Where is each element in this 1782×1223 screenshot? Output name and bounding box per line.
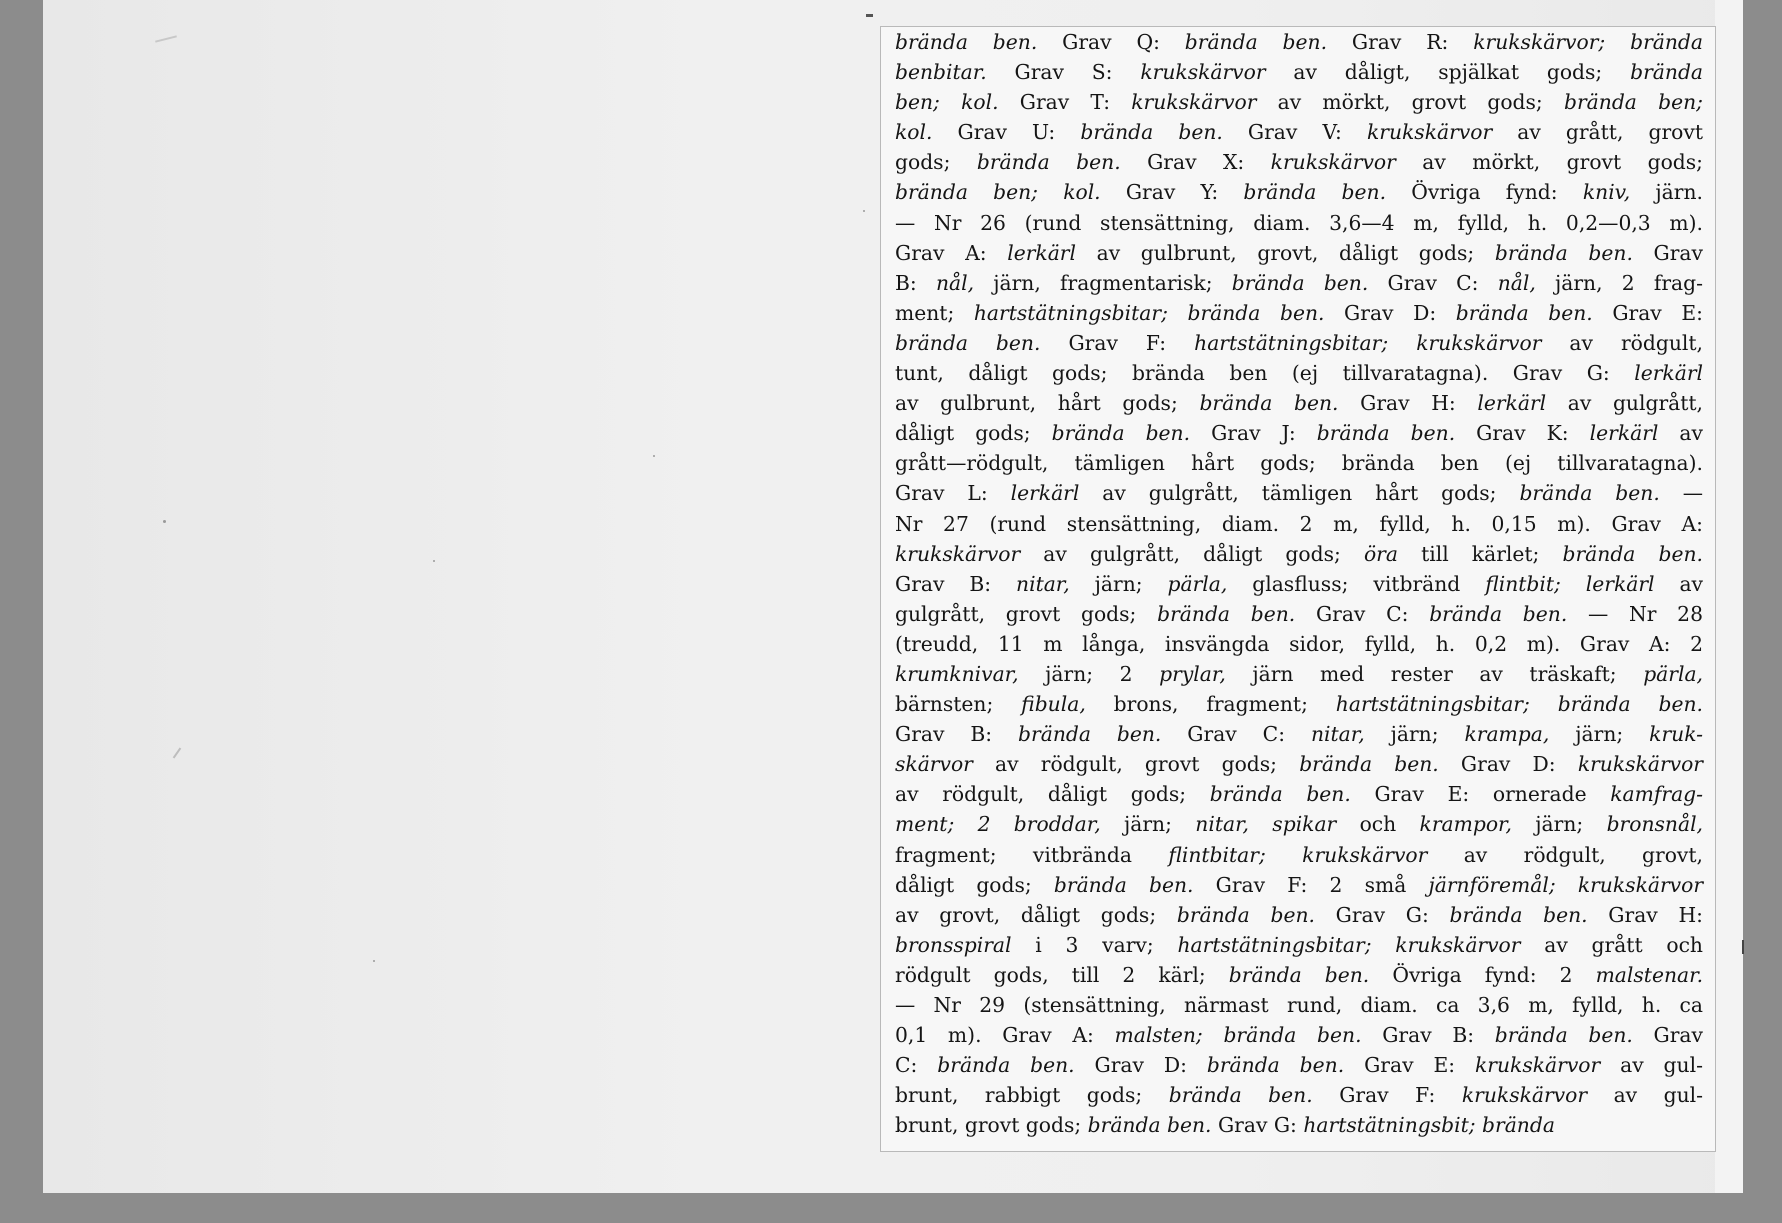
text-run: Grav Y: bbox=[1100, 180, 1244, 205]
text-run: Grav E: bbox=[1344, 1053, 1475, 1078]
italic-term: brända ben; bbox=[1563, 90, 1703, 115]
italic-term: brända ben. bbox=[1299, 752, 1439, 777]
text-run: av rödgult, grovt gods; bbox=[972, 752, 1300, 777]
text-run: järn; bbox=[1364, 722, 1465, 747]
italic-term: hartstätningsbit; brända bbox=[1303, 1113, 1555, 1138]
italic-term: krukskärvor bbox=[1131, 90, 1257, 115]
italic-term: hartstätningsbitar; krukskärvor bbox=[1177, 932, 1521, 957]
italic-term: lerkärl bbox=[1589, 421, 1659, 446]
text-line bbox=[895, 689, 1703, 719]
scan-mark bbox=[1742, 940, 1744, 954]
text-run: brons, fragment; bbox=[1085, 692, 1336, 717]
dust-speck bbox=[433, 560, 435, 562]
italic-term: krukskärvor bbox=[895, 541, 1021, 566]
italic-term: prylar, bbox=[1159, 661, 1226, 686]
italic-term: brända bbox=[1630, 60, 1704, 85]
italic-term: brända ben. bbox=[1206, 1053, 1345, 1078]
text-run: Grav F: 2 små bbox=[1193, 872, 1429, 897]
text-line bbox=[895, 719, 1703, 749]
text-run: av grovt, dåligt gods; bbox=[895, 902, 1177, 927]
text-run: av gulbrunt, hårt gods; bbox=[895, 391, 1200, 416]
text-line bbox=[895, 870, 1703, 900]
italic-term: brända ben; kol. bbox=[895, 180, 1101, 205]
text-line bbox=[895, 1050, 1703, 1080]
text-run: järn, fragmentarisk; bbox=[974, 270, 1232, 295]
text-line bbox=[895, 599, 1703, 629]
text-line bbox=[895, 900, 1703, 930]
italic-term: brända ben. bbox=[1494, 1023, 1633, 1048]
text-run: C: bbox=[895, 1053, 938, 1078]
text-run: brunt, rabbigt gods; bbox=[895, 1083, 1169, 1108]
text-line bbox=[895, 960, 1703, 990]
text-run: bärnsten; bbox=[895, 692, 1022, 717]
text-run: fragment; vitbrända bbox=[895, 842, 1169, 867]
italic-term: lerkärl bbox=[1007, 240, 1076, 265]
text-run: grått—rödgult, tämligen hårt gods; brända ben (ej tillvaratagna). bbox=[895, 451, 1703, 476]
text-run: Grav A: bbox=[895, 240, 1008, 265]
text-line bbox=[895, 569, 1703, 599]
italic-term: brända ben. bbox=[895, 30, 1038, 54]
italic-term: krukskärvor bbox=[1140, 60, 1266, 85]
italic-term: malstenar. bbox=[1595, 962, 1704, 987]
italic-term: järnföremål; krukskärvor bbox=[1428, 872, 1704, 897]
text-run: av grått, grovt bbox=[1492, 120, 1703, 145]
italic-term: kniv, bbox=[1582, 180, 1631, 205]
text-run: av rödgult, bbox=[1541, 330, 1704, 355]
italic-term: flintbit; lerkärl bbox=[1485, 571, 1655, 596]
text-line bbox=[895, 930, 1703, 960]
text-run: Övriga fynd: 2 bbox=[1369, 962, 1596, 987]
text-run: Grav H: bbox=[1587, 902, 1703, 927]
text-run: tunt, dåligt gods; brända ben (ej tillvaratagna). Grav G: bbox=[895, 361, 1635, 386]
text-run: av mörkt, grovt gods; bbox=[1395, 150, 1703, 175]
text-run: rödgult gods, till 2 kärl; bbox=[895, 962, 1229, 987]
italic-term: öra bbox=[1363, 541, 1398, 566]
text-line bbox=[895, 27, 1703, 57]
italic-term: krampor, bbox=[1419, 812, 1512, 837]
italic-term: nitar, bbox=[1016, 571, 1070, 596]
italic-term: krukskärvor; brända bbox=[1473, 30, 1703, 54]
text-run: järn; bbox=[1069, 571, 1168, 596]
italic-term: brända ben. bbox=[1455, 300, 1593, 325]
italic-term: lerkärl bbox=[1634, 361, 1703, 386]
text-run: Grav B: bbox=[1361, 1023, 1495, 1048]
italic-term: nitar, spikar bbox=[1195, 812, 1337, 837]
text-run: till kärlet; bbox=[1397, 541, 1563, 566]
text-run: (treudd, 11 m långa, insvängda sidor, fylld, h. 0,2 m). Grav A: 2 bbox=[895, 631, 1703, 656]
italic-term: pärla, bbox=[1167, 571, 1228, 596]
italic-term: brända ben. bbox=[1231, 270, 1369, 295]
text-run: i 3 varv; bbox=[1011, 932, 1178, 957]
italic-term: skärvor bbox=[895, 752, 973, 777]
italic-term: brända ben. bbox=[1199, 391, 1339, 416]
text-run: järn, 2 frag- bbox=[1535, 270, 1703, 295]
text-line bbox=[895, 840, 1703, 870]
italic-term: brända ben. bbox=[1316, 421, 1456, 446]
text-run: Grav C: bbox=[1295, 601, 1430, 626]
text-run: järn; bbox=[1511, 812, 1607, 837]
italic-term: malsten; brända ben. bbox=[1114, 1023, 1362, 1048]
italic-term: brända ben. bbox=[1494, 240, 1633, 265]
italic-term: brända ben. bbox=[1519, 481, 1660, 506]
text-line bbox=[895, 749, 1703, 779]
italic-term: kamfrag- bbox=[1610, 782, 1703, 807]
text-line bbox=[895, 147, 1703, 177]
text-run: Grav X: bbox=[1120, 150, 1271, 175]
italic-term: bronsspiral bbox=[895, 932, 1012, 957]
italic-term: flintbitar; krukskärvor bbox=[1168, 842, 1428, 867]
text-line bbox=[895, 298, 1703, 328]
text-run: Grav bbox=[1632, 240, 1703, 265]
italic-term: kol. bbox=[895, 120, 933, 145]
text-run: Grav C: bbox=[1368, 270, 1498, 295]
text-run: Grav bbox=[1632, 1023, 1703, 1048]
text-line bbox=[895, 629, 1703, 659]
text-run: Grav G: bbox=[1211, 1113, 1304, 1138]
text-line bbox=[895, 418, 1703, 448]
text-run: Grav Q: bbox=[1037, 30, 1185, 54]
text-run: Grav T: bbox=[998, 90, 1132, 115]
italic-term: brända ben. bbox=[1429, 601, 1568, 626]
text-line bbox=[895, 809, 1703, 839]
text-run: Grav R: bbox=[1327, 30, 1474, 54]
text-run: Grav J: bbox=[1190, 421, 1317, 446]
italic-term: brända ben. bbox=[1018, 722, 1162, 747]
text-run: dåligt gods; bbox=[895, 872, 1054, 897]
text-run: av rödgult, grovt, bbox=[1427, 842, 1703, 867]
italic-term: krampa, bbox=[1464, 722, 1550, 747]
text-run: Nr 27 (rund stensättning, diam. 2 m, fylld, h. 0,15 m). Grav A: bbox=[895, 511, 1703, 536]
text-run: — Nr 26 (rund stensättning, diam. 3,6—4 m, fylld, h. 0,2—0,3 m). bbox=[895, 210, 1703, 235]
italic-term: lerkärl bbox=[1477, 391, 1547, 416]
text-run: Grav F: bbox=[1040, 330, 1195, 355]
text-run: järn; 2 bbox=[1018, 661, 1160, 686]
text-run: järn; bbox=[1100, 812, 1196, 837]
text-run: gulgrått, grovt gods; bbox=[895, 601, 1158, 626]
text-line bbox=[895, 1110, 1703, 1140]
dust-speck bbox=[163, 520, 166, 523]
italic-term: brända ben. bbox=[1209, 782, 1351, 807]
italic-term: benbitar. bbox=[895, 60, 987, 85]
italic-term: ment; 2 broddar, bbox=[895, 812, 1101, 837]
italic-term: lerkärl bbox=[1010, 481, 1080, 506]
italic-term: brända ben. bbox=[1168, 1083, 1313, 1108]
text-run: av gul- bbox=[1587, 1083, 1704, 1108]
text-line bbox=[895, 990, 1703, 1020]
italic-term: brända ben. bbox=[1243, 180, 1387, 205]
text-run: av mörkt, grovt gods; bbox=[1256, 90, 1564, 115]
text-run: Grav B: bbox=[895, 722, 1019, 747]
italic-term: hartstätningsbitar; krukskärvor bbox=[1194, 330, 1542, 355]
text-line bbox=[895, 509, 1703, 539]
text-run: Övriga fynd: bbox=[1386, 180, 1583, 205]
italic-term: brända ben. bbox=[1184, 30, 1328, 54]
italic-term: brända ben. bbox=[1051, 421, 1191, 446]
text-run: Grav C: bbox=[1161, 722, 1311, 747]
italic-term: hartstätningsbitar; brända ben. bbox=[1335, 692, 1703, 717]
text-run: av dåligt, spjälkat gods; bbox=[1265, 60, 1631, 85]
text-run: av bbox=[1654, 571, 1703, 596]
italic-term: brända ben. bbox=[1087, 1113, 1212, 1138]
italic-term: nitar, bbox=[1310, 722, 1365, 747]
italic-term: brända ben. bbox=[895, 330, 1041, 355]
text-run: — Nr 29 (stensättning, närmast rund, diam. ca 3,6 m, fylld, h. ca bbox=[895, 993, 1703, 1017]
dust-speck bbox=[653, 455, 655, 457]
italic-term: ben; kol. bbox=[895, 90, 999, 115]
text-column bbox=[895, 27, 1703, 1140]
italic-term: pärla, bbox=[1643, 661, 1703, 686]
text-run: av gulbrunt, grovt, dåligt gods; bbox=[1075, 240, 1495, 265]
text-run: av gul- bbox=[1600, 1053, 1703, 1078]
text-line bbox=[895, 539, 1703, 569]
text-run: glasfluss; vitbränd bbox=[1227, 571, 1486, 596]
text-run: — bbox=[1659, 481, 1704, 506]
italic-term: krukskärvor bbox=[1366, 120, 1493, 145]
italic-term: brända ben. bbox=[1157, 601, 1296, 626]
text-run: av grått och bbox=[1520, 932, 1703, 957]
text-run: Grav F: bbox=[1312, 1083, 1462, 1108]
text-run: dåligt gods; bbox=[895, 421, 1052, 446]
text-run: ment; bbox=[895, 300, 974, 325]
text-line bbox=[895, 358, 1703, 388]
text-run: Grav V: bbox=[1222, 120, 1367, 145]
text-run: av gulgrått, tämligen hårt gods; bbox=[1079, 481, 1520, 506]
text-line bbox=[895, 87, 1703, 117]
text-line bbox=[895, 117, 1703, 147]
text-run: Grav D: bbox=[1074, 1053, 1207, 1078]
text-line bbox=[895, 388, 1703, 418]
italic-term: krukskärvor bbox=[1577, 752, 1703, 777]
text-run: Grav E: bbox=[1592, 300, 1703, 325]
text-run: 0,1 m). Grav A: bbox=[895, 1023, 1115, 1048]
text-line bbox=[895, 1080, 1703, 1110]
text-run: och bbox=[1336, 812, 1420, 837]
text-run: Grav E: ornerade bbox=[1350, 782, 1611, 807]
text-run: — Nr 28 bbox=[1567, 601, 1703, 626]
text-line bbox=[895, 268, 1703, 298]
text-run: Grav K: bbox=[1455, 421, 1590, 446]
italic-term: krukskärvor bbox=[1475, 1053, 1601, 1078]
italic-term: brända ben. bbox=[1080, 120, 1223, 145]
text-run: järn. bbox=[1630, 180, 1703, 205]
italic-term: nål, bbox=[935, 270, 975, 295]
italic-term: brända ben. bbox=[1449, 902, 1588, 927]
text-line bbox=[895, 448, 1703, 478]
text-line bbox=[895, 1020, 1703, 1050]
text-run: järn; bbox=[1549, 722, 1650, 747]
italic-term: brända ben. bbox=[976, 150, 1121, 175]
italic-term: krumknivar, bbox=[895, 661, 1019, 686]
text-run: av rödgult, dåligt gods; bbox=[895, 782, 1210, 807]
text-line bbox=[895, 238, 1703, 268]
italic-term: brända ben. bbox=[1228, 962, 1370, 987]
text-line bbox=[895, 208, 1703, 238]
text-run: gods; bbox=[895, 150, 977, 175]
text-line bbox=[895, 659, 1703, 689]
italic-term: hartstätningsbitar; brända ben. bbox=[973, 300, 1325, 325]
text-line bbox=[895, 57, 1703, 87]
scan-mark bbox=[866, 14, 873, 17]
card-right-margin bbox=[1715, 0, 1743, 1193]
dust-speck bbox=[863, 210, 865, 212]
text-run: Grav U: bbox=[932, 120, 1081, 145]
text-run: brunt, grovt gods; bbox=[895, 1113, 1088, 1138]
italic-term: bronsnål, bbox=[1606, 812, 1704, 837]
italic-term: krukskärvor bbox=[1270, 150, 1396, 175]
italic-term: kruk- bbox=[1649, 722, 1703, 747]
text-line bbox=[895, 779, 1703, 809]
text-run: Grav H: bbox=[1338, 391, 1478, 416]
text-run: Grav D: bbox=[1438, 752, 1578, 777]
italic-term: brända ben. bbox=[1562, 541, 1703, 566]
italic-term: krukskärvor bbox=[1461, 1083, 1588, 1108]
italic-term: brända ben. bbox=[937, 1053, 1075, 1078]
text-run: av bbox=[1658, 421, 1703, 446]
text-run: Grav L: bbox=[895, 481, 1011, 506]
dust-speck bbox=[373, 960, 375, 962]
text-run: av gulgrått, bbox=[1546, 391, 1703, 416]
text-run: Grav D: bbox=[1324, 300, 1456, 325]
text-run: järn med rester av träskaft; bbox=[1225, 661, 1644, 686]
pasted-text-clipping bbox=[880, 26, 1716, 1152]
text-run: av gulgrått, dåligt gods; bbox=[1020, 541, 1364, 566]
italic-term: nål, bbox=[1497, 270, 1536, 295]
italic-term: fibula, bbox=[1021, 692, 1086, 717]
italic-term: brända ben. bbox=[1176, 902, 1315, 927]
text-run: Grav S: bbox=[986, 60, 1141, 85]
text-line bbox=[895, 177, 1703, 207]
text-line bbox=[895, 328, 1703, 358]
italic-term: brända ben. bbox=[1053, 872, 1194, 897]
text-run: Grav B: bbox=[895, 571, 1017, 596]
text-line bbox=[895, 478, 1703, 508]
text-run: Grav G: bbox=[1314, 902, 1450, 927]
text-run: B: bbox=[895, 270, 936, 295]
